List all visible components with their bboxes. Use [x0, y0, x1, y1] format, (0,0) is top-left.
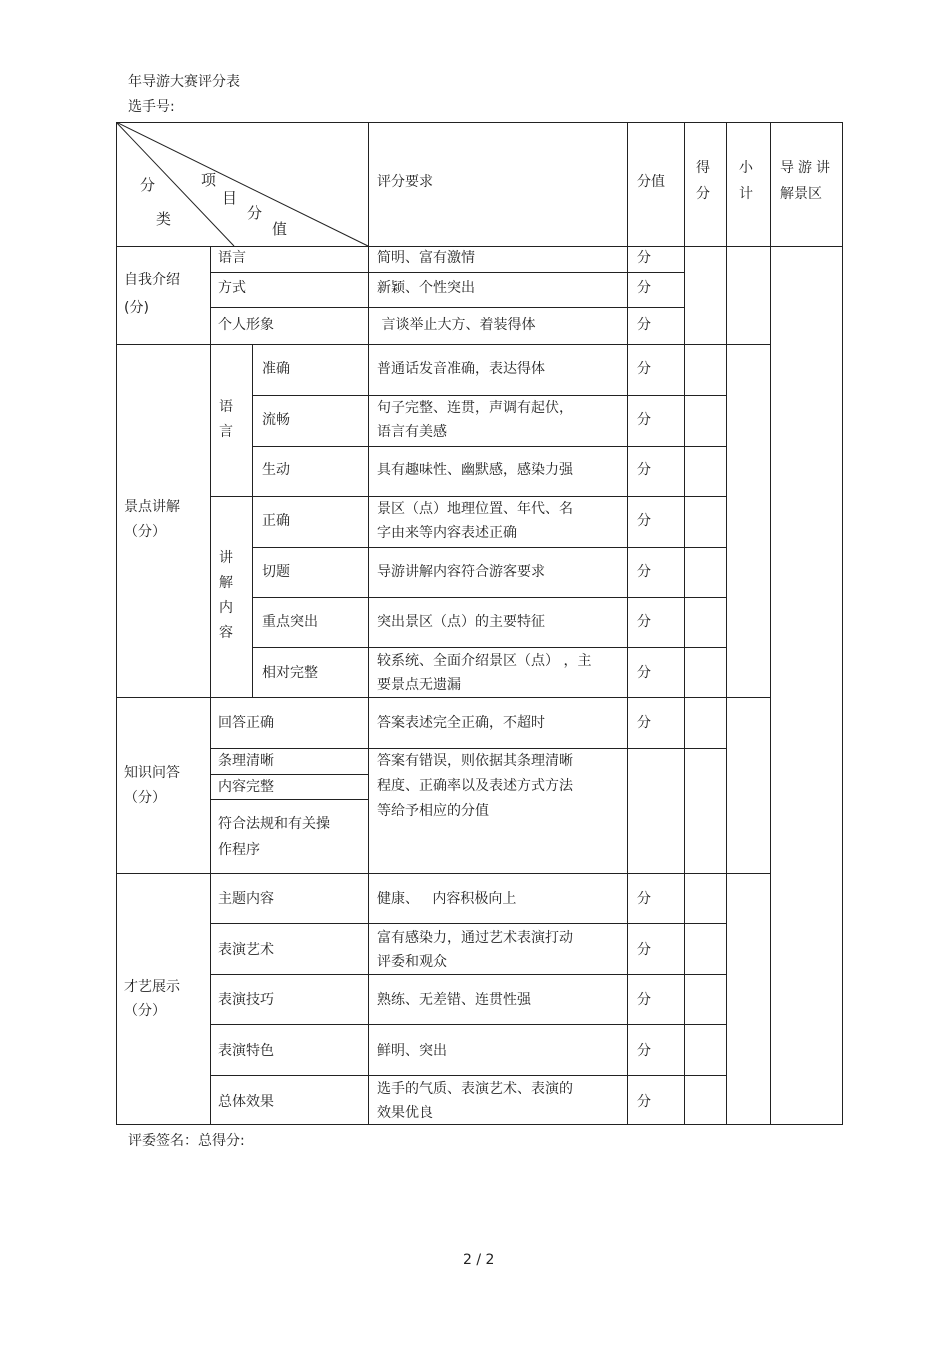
talent-item-2: 表演技巧: [218, 992, 274, 1008]
diag-class-2: 类: [156, 210, 172, 228]
talent-item-1: 表演艺术: [218, 942, 274, 958]
talent-req-0: 健康、 内容积极向上: [377, 891, 517, 907]
quiz-merged-req-1: 答案有错误，则依据其条理清晰: [377, 753, 573, 769]
scenic-item-6: 相对完整: [262, 665, 318, 681]
header-score-value: 分值: [637, 174, 665, 190]
scenic-item-3: 正确: [262, 513, 290, 529]
scenic-item-4: 切题: [262, 564, 290, 580]
header-subtotal-1: 小: [739, 160, 753, 176]
scenic-val-1: 分: [637, 412, 651, 428]
diag-score-2: 值: [272, 220, 288, 238]
header-area-2: 解景区: [780, 186, 822, 202]
intro-val-1: 分: [637, 280, 651, 296]
diag-class-1: 分: [140, 176, 156, 194]
talent-val-1: 分: [637, 942, 651, 958]
talent-category-2: （分）: [124, 1003, 166, 1019]
diag-score-1: 分: [247, 204, 263, 222]
talent-req-4b: 效果优良: [377, 1105, 433, 1121]
scenic-req-0: 普通话发音准确，表达得体: [377, 361, 545, 377]
document-title: 年导游大赛评分表: [128, 74, 240, 90]
scenic-req-1a: 句子完整、连贯，声调有起伏，: [377, 400, 573, 416]
quiz-item-0: 回答正确: [218, 715, 274, 731]
scenic-val-2: 分: [637, 462, 651, 478]
scenic-req-5: 突出景区（点）的主要特征: [377, 614, 545, 630]
scenic-category-1: 景点讲解: [124, 499, 180, 515]
header-got-2: 分: [696, 186, 710, 202]
talent-category-1: 才艺展示: [124, 979, 180, 995]
judge-signature-total: 评委签名：总得分:: [128, 1133, 245, 1149]
scenic-req-1b: 语言有美感: [377, 424, 447, 440]
talent-val-4: 分: [637, 1094, 651, 1110]
talent-val-0: 分: [637, 891, 651, 907]
scenic-group-language: 语言: [219, 399, 233, 440]
header-requirement: 评分要求: [377, 174, 433, 190]
header-subtotal-2: 计: [739, 186, 753, 202]
header-got-1: 得: [696, 160, 710, 176]
quiz-item-complete: 内容完整: [218, 779, 274, 795]
talent-req-4a: 选手的气质、表演艺术、表演的: [377, 1081, 573, 1097]
scenic-val-4: 分: [637, 564, 651, 580]
scenic-req-6b: 要景点无遗漏: [377, 677, 461, 693]
intro-req-0: 简明、富有激情: [377, 250, 475, 266]
intro-req-1: 新颖、个性突出: [377, 280, 475, 296]
talent-req-1a: 富有感染力，通过艺术表演打动: [377, 930, 573, 946]
talent-item-3: 表演特色: [218, 1043, 274, 1059]
scenic-item-1: 流畅: [262, 412, 290, 428]
talent-val-3: 分: [637, 1043, 651, 1059]
scenic-group-content: 讲解内容: [219, 550, 233, 641]
quiz-merged-req-3: 等给予相应的分值: [377, 803, 489, 819]
talent-item-4: 总体效果: [218, 1094, 274, 1110]
quiz-merged-req-2: 程度、正确率以及表述方式方法: [377, 778, 573, 794]
scenic-req-3b: 字由来等内容表述正确: [377, 525, 517, 541]
intro-req-2: 言谈举止大方、着装得体: [377, 317, 536, 333]
quiz-req-0: 答案表述完全正确，不超时: [377, 715, 545, 731]
talent-val-2: 分: [637, 992, 651, 1008]
quiz-item-logic: 条理清晰: [218, 753, 274, 769]
scenic-req-4: 导游讲解内容符合游客要求: [377, 564, 545, 580]
talent-req-2: 熟练、无差错、连贯性强: [377, 992, 531, 1008]
scenic-category-2: （分）: [124, 524, 166, 540]
player-number-label: 选手号:: [128, 99, 175, 115]
talent-req-3: 鲜明、突出: [377, 1043, 447, 1059]
intro-item-0: 语言: [218, 250, 246, 266]
quiz-item-law-2: 作程序: [218, 842, 260, 858]
diag-item-1: 项: [201, 171, 217, 189]
scenic-val-3: 分: [637, 513, 651, 529]
scenic-val-6: 分: [637, 665, 651, 681]
scenic-item-2: 生动: [262, 462, 290, 478]
intro-category-1: 自我介绍: [124, 272, 180, 288]
header-area-1: 导游讲: [780, 160, 834, 176]
diag-item-2: 目: [222, 189, 238, 207]
scenic-val-0: 分: [637, 361, 651, 377]
scenic-req-2: 具有趣味性、幽默感，感染力强: [377, 462, 573, 478]
intro-val-2: 分: [637, 317, 651, 333]
intro-item-1: 方式: [218, 280, 246, 296]
talent-req-1b: 评委和观众: [377, 954, 447, 970]
scenic-req-6a: 较系统、全面介绍景区（点） ，主: [377, 653, 592, 669]
quiz-item-law-1: 符合法规和有关操: [218, 816, 330, 832]
quiz-category-2: （分）: [124, 790, 166, 806]
scenic-req-3a: 景区（点）地理位置、年代、名: [377, 501, 573, 517]
scenic-item-5: 重点突出: [262, 614, 318, 630]
quiz-val-0: 分: [637, 715, 651, 731]
intro-category-2: (分): [124, 300, 149, 316]
talent-item-0: 主题内容: [218, 891, 274, 907]
intro-val-0: 分: [637, 250, 651, 266]
quiz-category-1: 知识问答: [124, 765, 180, 781]
scenic-item-0: 准确: [262, 361, 290, 377]
scenic-val-5: 分: [637, 614, 651, 630]
page-number: 2 / 2: [463, 1252, 495, 1268]
intro-item-2: 个人形象: [218, 317, 274, 333]
